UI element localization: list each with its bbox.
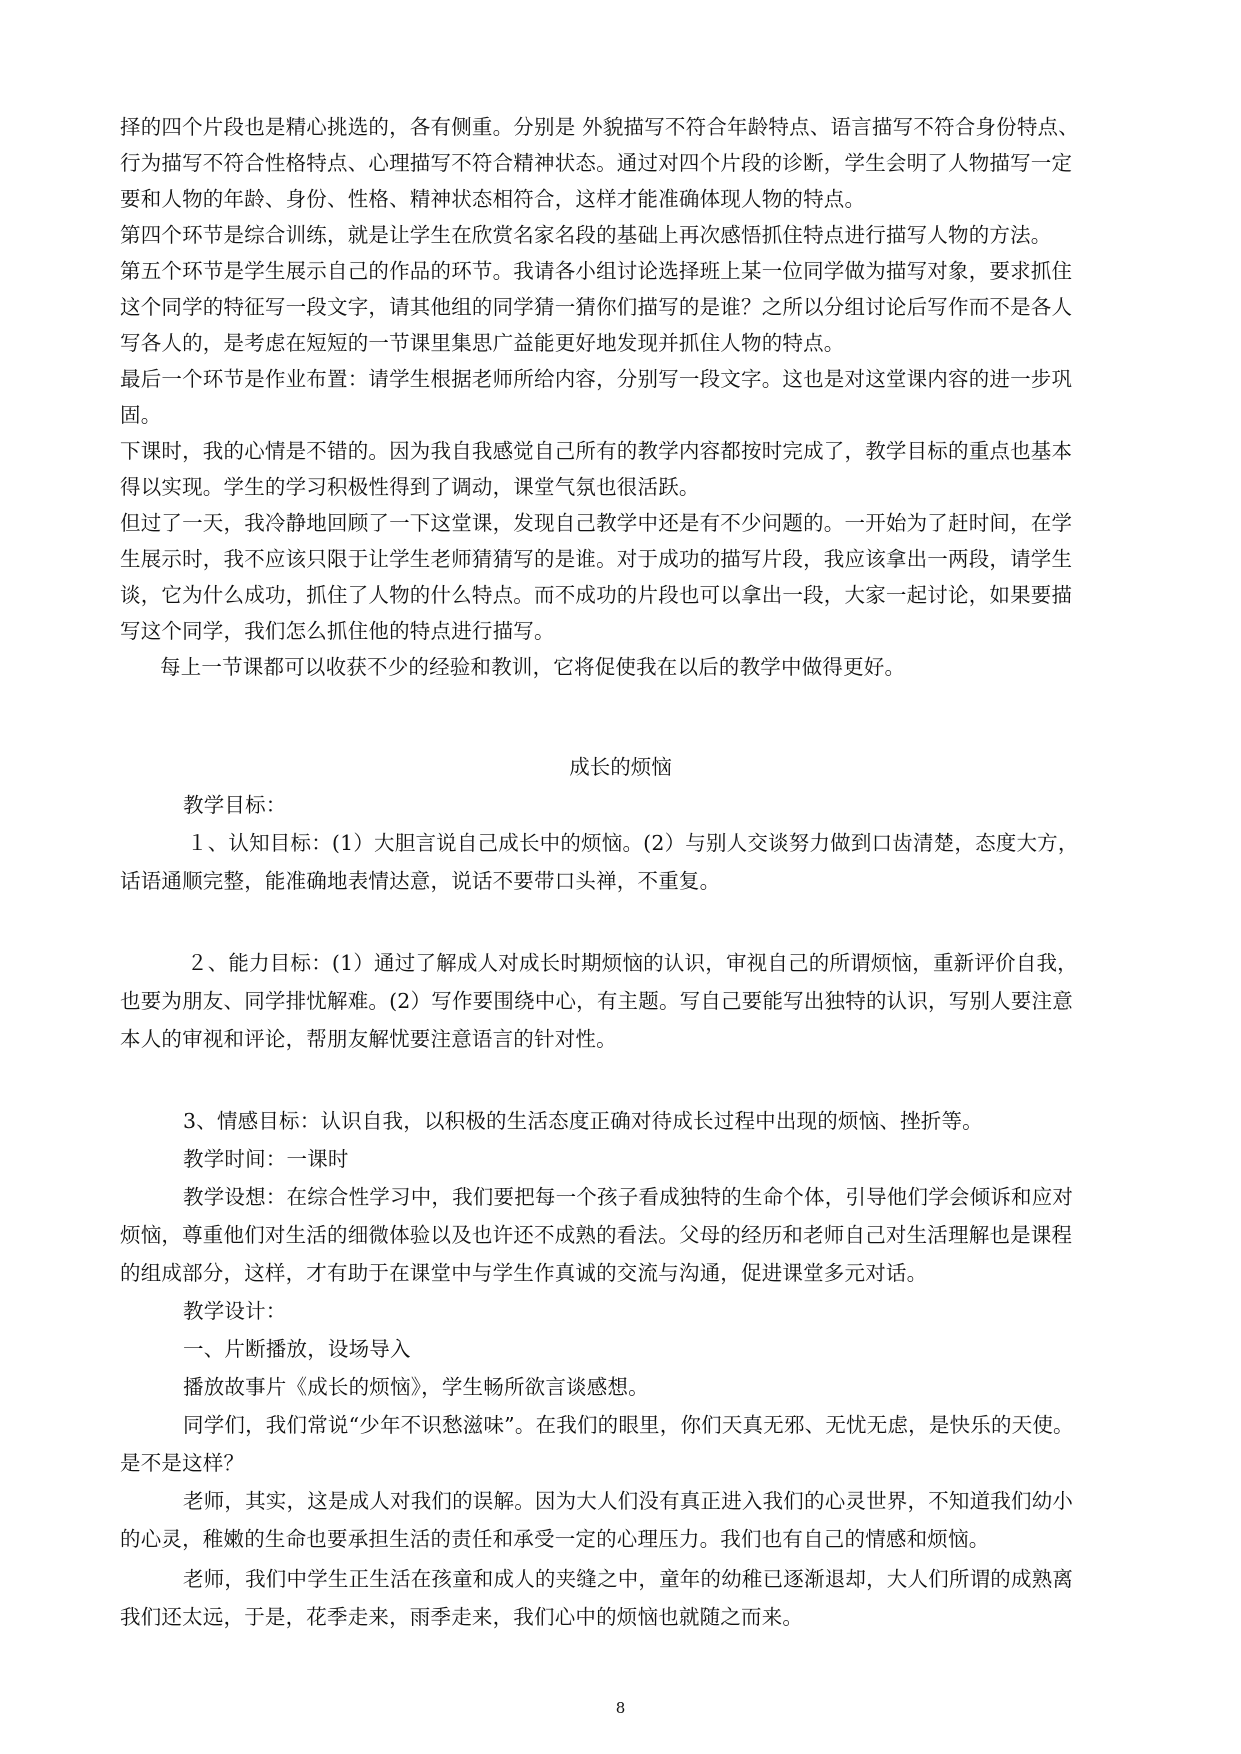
goal-text-line: １、认知目标：(1）大胆言说自己成长中的烦恼。(2）与别人交谈努力做到口齿清楚，态度大方， (187, 831, 1079, 855)
goal-text-line: 也要为朋友、同学排忧解难。(2）写作要围绕中心，有主题。写自己要能写出独特的认识，写别人要注意 (120, 989, 1073, 1013)
section-heading: 一、片断播放，设场导入 (183, 1337, 411, 1361)
body-text-line: 固。 (120, 403, 162, 427)
body-text-line: 是不是这样？ (120, 1451, 245, 1475)
body-text-line: 下课时，我的心情是不错的。因为我自我感觉自己所有的教学内容都按时完成了，教学目标的重点也基本 (120, 439, 1073, 463)
body-text-line: 写这个同学，我们怎么抓住他的特点进行描写。 (120, 619, 555, 643)
body-text-line: 行为描写不符合性格特点、心理描写不符合精神状态。通过对四个片段的诊断，学生会明了人物描写一定 (120, 151, 1073, 175)
body-text-line: 第四个环节是综合训练，就是让学生在欣赏名家名段的基础上再次感悟抓住特点进行描写人物的方法。 (120, 223, 1052, 247)
body-text-line: 择的四个片段也是精心挑选的，各有侧重。分别是 外貌描写不符合年龄特点、语言描写不符合身份特点、 (120, 115, 1079, 139)
page-number: 8 (615, 1699, 626, 1717)
goals-heading: 教学目标： (183, 793, 287, 817)
body-text-line: 老师，其实，这是成人对我们的误解。因为大人们没有真正进入我们的心灵世界，不知道我们幼小 (183, 1489, 1074, 1513)
body-text-line: 播放故事片《成长的烦恼》，学生畅所欲言谈感想。 (183, 1375, 649, 1399)
body-text-line: 老师，我们中学生正生活在孩童和成人的夹缝之中，童年的幼稚已逐渐退却，大人们所谓的成熟离 (183, 1567, 1074, 1591)
concept-text-line: 烦恼，尊重他们对生活的细微体验以及也许还不成熟的看法。父母的经历和老师自己对生活理解也是课程 (120, 1223, 1073, 1247)
body-text-line: 得以实现。学生的学习积极性得到了调动，课堂气氛也很活跃。 (120, 475, 700, 499)
teaching-time: 教学时间：一课时 (183, 1147, 349, 1171)
goal-text-line: ２、能力目标：(1）通过了解成人对成长时期烦恼的认识，审视自己的所谓烦恼，重新评价自我， (187, 951, 1078, 975)
body-text-line: 但过了一天，我冷静地回顾了一下这堂课，发现自己教学中还是有不少问题的。一开始为了赶时间，在学 (120, 511, 1073, 535)
body-text-line: 我们还太远，于是，花季走来，雨季走来，我们心中的烦恼也就随之而来。 (120, 1605, 804, 1629)
design-heading: 教学设计： (183, 1299, 287, 1323)
body-text-line: 这个同学的特征写一段文字，请其他组的同学猜一猜你们描写的是谁？之所以分组讨论后写作而不是各人 (120, 295, 1073, 319)
goal-text-line: 话语通顺完整，能准确地表情达意，说话不要带口头禅，不重复。 (120, 869, 721, 893)
goal-text-line: 本人的审视和评论，帮朋友解忧要注意语言的针对性。 (120, 1027, 617, 1051)
body-text-line: 要和人物的年龄、身份、性格、精神状态相符合，这样才能准确体现人物的特点。 (120, 187, 866, 211)
body-text-line: 第五个环节是学生展示自己的作品的环节。我请各小组讨论选择班上某一位同学做为描写对象，要求抓住 (120, 259, 1073, 283)
body-text-line: 谈，它为什么成功，抓住了人物的什么特点。而不成功的片段也可以拿出一段，大家一起讨论，如果要描 (120, 583, 1073, 607)
body-text-line: 生展示时，我不应该只限于让学生老师猜猜写的是谁。对于成功的描写片段，我应该拿出一两段，请学生 (120, 547, 1073, 571)
body-text-line: 的心灵，稚嫩的生命也要承担生活的责任和承受一定的心理压力。我们也有自己的情感和烦恼。 (120, 1527, 990, 1551)
concept-text-line: 教学设想：在综合性学习中，我们要把每一个孩子看成独特的生命个体，引导他们学会倾诉和应对 (183, 1185, 1074, 1209)
body-text-line: 最后一个环节是作业布置：请学生根据老师所给内容，分别写一段文字。这也是对这堂课内容的进一步巩 (120, 367, 1073, 391)
goal-text-line: 3、情感目标：认识自我，以积极的生活态度正确对待成长过程中出现的烦恼、挫折等。 (183, 1109, 983, 1133)
concept-text-line: 的组成部分，这样，才有助于在课堂中与学生作真诚的交流与沟通，促进课堂多元对话。 (120, 1261, 928, 1285)
section-title: 成长的烦恼 (569, 755, 672, 779)
body-text-line: 写各人的，是考虑在短短的一节课里集思广益能更好地发现并抓住人物的特点。 (120, 331, 845, 355)
body-text-line: 每上一节课都可以收获不少的经验和教训，它将促使我在以后的教学中做得更好。 (160, 655, 906, 679)
body-text-line: 同学们，我们常说“少年不识愁滋味”。在我们的眼里，你们天真无邪、无忧无虑，是快乐的天使。 (183, 1413, 1074, 1437)
